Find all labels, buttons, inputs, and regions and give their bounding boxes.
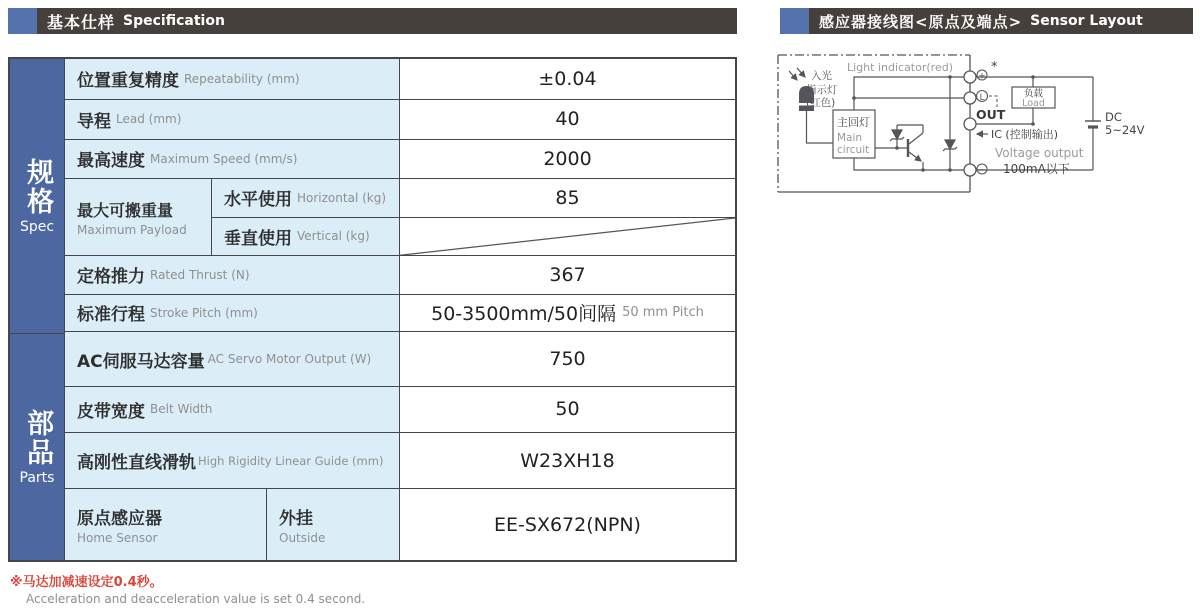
payload-group-label xyxy=(65,179,212,255)
header-accent-square xyxy=(8,8,37,34)
label-en: Lead (mm) xyxy=(116,112,182,127)
row-label xyxy=(65,387,400,432)
table-row-home-sensor xyxy=(65,489,735,560)
table-row-servo-output xyxy=(65,332,735,387)
label-zh: 高刚性直线滑轨 xyxy=(77,453,196,474)
specification-title-en: Specification xyxy=(123,13,225,29)
label-zh: 标准行程 xyxy=(77,305,145,326)
diagonal-slash-icon xyxy=(400,218,735,255)
minus-sign: − xyxy=(978,165,986,176)
row-label xyxy=(212,179,400,216)
table-row-belt-width xyxy=(65,387,735,433)
current-limit-label: 100mA以下 xyxy=(1003,162,1070,176)
dc-label: DC xyxy=(1105,110,1122,124)
rows-column xyxy=(65,59,735,560)
sensor-wiring-diagram xyxy=(775,45,1195,240)
table-row-lead xyxy=(65,100,735,140)
zener-diode-icon xyxy=(890,130,904,141)
label-zh: 水平使用 xyxy=(224,190,292,211)
sensor-layout-header xyxy=(780,8,1193,34)
label-zh: 定格推力 xyxy=(77,267,145,288)
row-label xyxy=(65,256,400,294)
label-zh: AC伺服马达容量 xyxy=(77,351,205,372)
label-zh: 垂直使用 xyxy=(224,228,292,249)
label-zh: 最高速度 xyxy=(77,151,145,172)
led-label-zh-3: (红色) xyxy=(806,97,836,109)
minus-terminal-icon xyxy=(977,164,987,176)
label-en: Vertical (kg) xyxy=(297,229,370,244)
table-row-payload-horizontal xyxy=(212,179,735,217)
footnote-zh: ※马达加减速设定0.4秒。 xyxy=(10,575,163,590)
label-en: Maximum Payload xyxy=(77,222,187,237)
l-terminal-icon xyxy=(977,91,998,108)
plus-sign: + xyxy=(978,71,986,82)
load-label-zh: 负载 xyxy=(1023,88,1044,100)
light-indicator-label: Light indicator(red) xyxy=(847,61,953,74)
main-circuit-label-en1: Main xyxy=(837,132,863,144)
main-circuit-label-en2: circuit xyxy=(837,144,870,156)
table-row-rated-thrust xyxy=(65,256,735,295)
wiring-diagram-svg xyxy=(775,45,1195,240)
home-sensor-label xyxy=(65,489,267,560)
l-sign: L xyxy=(979,92,985,103)
main-circuit-label-zh: 主回灯 xyxy=(837,116,870,129)
label-en: Maximum Speed (mm/s) xyxy=(150,151,298,166)
row-label xyxy=(65,332,400,386)
section-column xyxy=(10,59,65,560)
section-parts-en: Parts xyxy=(19,469,55,486)
label-zh: 皮带宽度 xyxy=(77,401,145,422)
led-label-zh-2: 指示灯 xyxy=(806,84,838,96)
header-accent-square xyxy=(780,8,809,34)
row-value: 750 xyxy=(400,332,735,386)
row-value-not-applicable xyxy=(400,218,735,255)
footnote xyxy=(10,571,365,606)
sensor-layout-title-zh: 感应器接线图<原点及端点> xyxy=(819,12,1023,31)
label-zh: 位置重复精度 xyxy=(77,71,179,92)
table-row-repeatability xyxy=(65,59,735,100)
section-parts xyxy=(10,334,65,560)
section-parts-zh: 部品 xyxy=(22,408,54,467)
stroke-value-zh: 50-3500mm/50间隔 xyxy=(431,303,617,326)
label-en: Belt Width xyxy=(150,402,213,417)
table-row-stroke-pitch xyxy=(65,295,735,333)
row-label xyxy=(65,295,400,332)
label-en: High Rigidity Linear Guide (mm) xyxy=(198,453,384,468)
label-en: Horizontal (kg) xyxy=(297,190,387,205)
table-row-payload-vertical xyxy=(212,218,735,255)
specification-header xyxy=(8,8,737,34)
footnote-en: Acceleration and deacceleration value is set 0.4 second. xyxy=(26,592,366,606)
voltage-output-label: Voltage output xyxy=(995,146,1084,160)
label-zh: 最大可搬重量 xyxy=(77,200,174,220)
table-row-max-speed xyxy=(65,140,735,180)
row-value: W23XH18 xyxy=(400,433,735,489)
row-value: 367 xyxy=(400,256,735,294)
section-spec-en: Spec xyxy=(19,218,55,235)
row-value: 2000 xyxy=(400,140,735,179)
label-zh: 原点感应器 xyxy=(77,509,162,530)
out-terminal-label: OUT xyxy=(976,107,1006,122)
label-en: Outside xyxy=(279,531,326,546)
row-value xyxy=(400,295,735,332)
sensor-layout-title-en: Sensor Layout xyxy=(1030,13,1143,29)
row-value: ±0.04 xyxy=(400,59,735,99)
section-spec xyxy=(10,59,65,334)
dc-range-label: 5~24V xyxy=(1105,123,1145,137)
header-bar xyxy=(37,8,737,34)
table-row-payload xyxy=(65,179,735,256)
asterisk-note: * xyxy=(991,60,998,75)
label-en: Stroke Pitch (mm) xyxy=(150,305,258,320)
header-bar xyxy=(809,8,1193,34)
section-spec-zh: 规格 xyxy=(22,157,54,216)
row-label xyxy=(65,140,400,179)
label-en: Home Sensor xyxy=(77,531,158,546)
zener-diode-icon xyxy=(943,140,957,151)
row-value: 40 xyxy=(400,100,735,139)
ic-label: IC (控制输出) xyxy=(991,128,1059,141)
home-sensor-mount-label xyxy=(267,489,400,560)
row-label xyxy=(65,59,400,99)
specification-title-zh: 基本仕样 xyxy=(47,12,116,32)
label-zh: 导程 xyxy=(77,111,111,132)
led-label-zh-1: 入光 xyxy=(811,70,832,82)
battery-icon xyxy=(1085,121,1101,127)
row-label xyxy=(65,100,400,139)
label-en: Repeatability (mm) xyxy=(184,71,300,86)
row-value: EE-SX672(NPN) xyxy=(400,489,735,560)
row-value: 50 xyxy=(400,387,735,432)
label-en: Rated Thrust (N) xyxy=(150,267,250,282)
table-row-linear-guide xyxy=(65,433,735,490)
transistor-icon xyxy=(908,133,923,161)
row-value: 85 xyxy=(400,179,735,216)
label-en: AC Servo Motor Output (W) xyxy=(207,352,372,367)
spec-table xyxy=(8,57,737,562)
load-label-en: Load xyxy=(1022,98,1045,109)
row-label xyxy=(212,218,400,255)
stroke-value-en: 50 mm Pitch xyxy=(622,305,704,321)
payload-subrows xyxy=(212,179,735,255)
row-label xyxy=(65,433,400,489)
plus-terminal-icon xyxy=(977,70,987,82)
label-zh: 外挂 xyxy=(279,509,313,530)
